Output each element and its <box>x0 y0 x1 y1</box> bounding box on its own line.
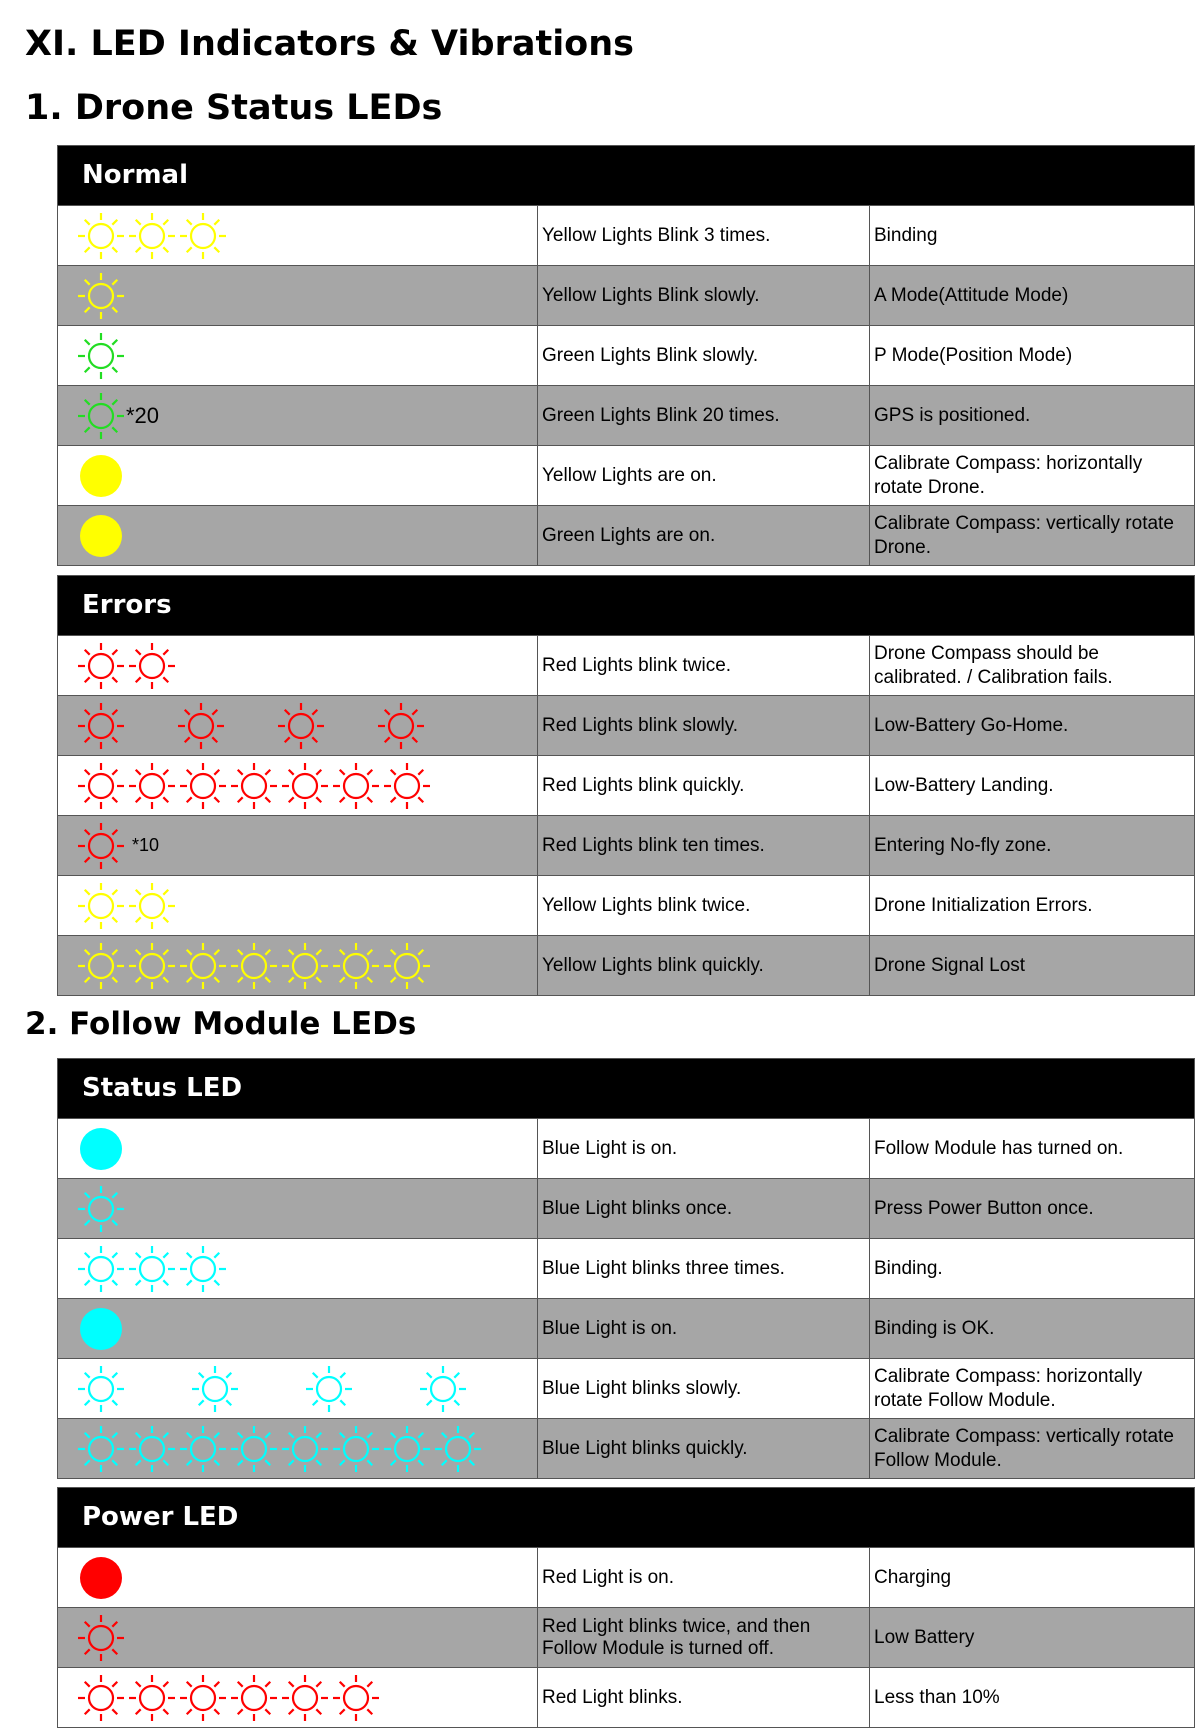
led-description: Red Lights blink slowly. <box>537 696 869 755</box>
led-pattern-cell <box>58 266 537 325</box>
led-meaning: Low-Battery Landing. <box>869 756 1194 815</box>
led-pattern-cell <box>58 206 537 265</box>
led-pattern-cell <box>58 1608 537 1667</box>
blinking-light-icon <box>78 1362 466 1416</box>
table-row <box>58 1547 1194 1607</box>
solid-light-icon <box>78 509 124 563</box>
blink-count-label: *20 <box>126 402 160 428</box>
blink-count-label: *10 <box>132 835 160 855</box>
blinking-light-icon <box>78 1182 130 1236</box>
led-description: Red Light blinks. <box>537 1668 869 1727</box>
table-power-led <box>57 1487 1195 1728</box>
table-row <box>58 1607 1194 1667</box>
led-meaning: Calibrate Compass: horizontally rotate Follow Module. <box>869 1359 1194 1418</box>
led-pattern-cell <box>58 1239 537 1298</box>
led-description: Green Lights are on. <box>537 506 869 565</box>
led-pattern-cell <box>58 876 537 935</box>
led-description: Yellow Lights Blink slowly. <box>537 266 869 325</box>
led-description: Red Light blinks twice, and then Follow Module is turned off. <box>537 1608 869 1667</box>
led-description: Yellow Lights blink twice. <box>537 876 869 935</box>
blinking-light-icon <box>78 819 130 873</box>
table-row <box>58 1418 1194 1478</box>
table-row <box>58 1358 1194 1418</box>
table-row <box>58 205 1194 265</box>
led-pattern-cell <box>58 326 537 385</box>
solid-light-icon <box>78 1551 124 1605</box>
section-title-drone-status: 1. Drone Status LEDs <box>25 88 443 128</box>
blinking-light-icon <box>78 209 232 263</box>
blinking-light-icon <box>78 389 124 443</box>
led-meaning: Drone Initialization Errors. <box>869 876 1194 935</box>
blinking-light-icon <box>78 879 181 933</box>
led-pattern-cell <box>58 696 537 755</box>
led-pattern-cell <box>58 1668 537 1727</box>
led-meaning: Binding. <box>869 1239 1194 1298</box>
led-pattern-cell <box>58 1359 537 1418</box>
led-pattern-cell <box>58 1119 537 1178</box>
table-errors <box>57 575 1195 996</box>
table-row <box>58 755 1194 815</box>
led-description: Blue Light blinks slowly. <box>537 1359 869 1418</box>
table-status-led <box>57 1058 1195 1479</box>
led-description: Yellow Lights blink quickly. <box>537 936 869 995</box>
led-meaning: A Mode(Attitude Mode) <box>869 266 1194 325</box>
table-row <box>58 385 1194 445</box>
blinking-light-icon <box>78 1671 385 1725</box>
led-meaning: Entering No-fly zone. <box>869 816 1194 875</box>
led-pattern-cell <box>58 506 537 565</box>
led-meaning: P Mode(Position Mode) <box>869 326 1194 385</box>
table-header: Status LED <box>58 1059 1194 1118</box>
table-row <box>58 1667 1194 1727</box>
led-description: Red Light is on. <box>537 1548 869 1607</box>
led-meaning: Follow Module has turned on. <box>869 1119 1194 1178</box>
led-pattern-cell <box>58 936 537 995</box>
table-row <box>58 1238 1194 1298</box>
section-title-follow-module: 2. Follow Module LEDs <box>25 1006 417 1042</box>
led-meaning: Drone Compass should be calibrated. / Calibration fails. <box>869 636 1194 695</box>
led-meaning: Calibrate Compass: horizontally rotate Drone. <box>869 446 1194 505</box>
table-row <box>58 635 1194 695</box>
table-normal <box>57 145 1195 566</box>
led-description: Red Lights blink twice. <box>537 636 869 695</box>
table-row <box>58 1118 1194 1178</box>
led-meaning: Low Battery <box>869 1608 1194 1667</box>
page-heading: XI. LED Indicators & Vibrations <box>25 24 634 64</box>
blinking-light-icon <box>78 1611 130 1665</box>
blinking-light-icon <box>78 939 436 993</box>
led-meaning: Binding <box>869 206 1194 265</box>
table-row <box>58 1298 1194 1358</box>
table-header: Power LED <box>58 1488 1194 1547</box>
table-header: Errors <box>58 576 1194 635</box>
table-row <box>58 445 1194 505</box>
blinking-light-icon <box>78 699 424 753</box>
led-meaning: Calibrate Compass: vertically rotate Drone. <box>869 506 1194 565</box>
led-pattern-cell <box>58 386 537 445</box>
table-row <box>58 505 1194 565</box>
led-description: Blue Light is on. <box>537 1299 869 1358</box>
solid-light-icon <box>78 449 124 503</box>
blinking-light-icon <box>78 269 124 323</box>
led-pattern-cell <box>58 756 537 815</box>
led-description: Red Lights blink ten times. <box>537 816 869 875</box>
led-description: Red Lights blink quickly. <box>537 756 869 815</box>
table-row <box>58 935 1194 995</box>
led-meaning: Press Power Button once. <box>869 1179 1194 1238</box>
led-meaning: Charging <box>869 1548 1194 1607</box>
led-meaning: GPS is positioned. <box>869 386 1194 445</box>
led-description: Yellow Lights are on. <box>537 446 869 505</box>
led-pattern-cell <box>58 816 537 875</box>
led-meaning: Low-Battery Go-Home. <box>869 696 1194 755</box>
led-pattern-cell <box>58 636 537 695</box>
led-description: Blue Light blinks three times. <box>537 1239 869 1298</box>
led-meaning: Binding is OK. <box>869 1299 1194 1358</box>
led-pattern-cell <box>58 1419 537 1478</box>
led-description: Blue Light blinks once. <box>537 1179 869 1238</box>
led-pattern-cell <box>58 1299 537 1358</box>
solid-light-icon <box>78 1302 124 1356</box>
table-row <box>58 815 1194 875</box>
blinking-light-icon <box>78 329 124 383</box>
led-meaning: Calibrate Compass: vertically rotate Follow Module. <box>869 1419 1194 1478</box>
led-description: Blue Light is on. <box>537 1119 869 1178</box>
led-description: Yellow Lights Blink 3 times. <box>537 206 869 265</box>
led-description: Green Lights Blink slowly. <box>537 326 869 385</box>
led-meaning: Less than 10% <box>869 1668 1194 1727</box>
led-description: Blue Light blinks quickly. <box>537 1419 869 1478</box>
table-row <box>58 875 1194 935</box>
led-pattern-cell <box>58 1548 537 1607</box>
table-header: Normal <box>58 146 1194 205</box>
blinking-light-icon <box>78 639 181 693</box>
blinking-light-icon <box>78 1242 232 1296</box>
table-row <box>58 325 1194 385</box>
blinking-light-icon <box>78 759 436 813</box>
blinking-light-icon <box>78 1422 487 1476</box>
table-row <box>58 1178 1194 1238</box>
table-row <box>58 265 1194 325</box>
led-pattern-cell <box>58 446 537 505</box>
led-description: Green Lights Blink 20 times. <box>537 386 869 445</box>
solid-light-icon <box>78 1122 124 1176</box>
led-pattern-cell <box>58 1179 537 1238</box>
led-meaning: Drone Signal Lost <box>869 936 1194 995</box>
table-row <box>58 695 1194 755</box>
